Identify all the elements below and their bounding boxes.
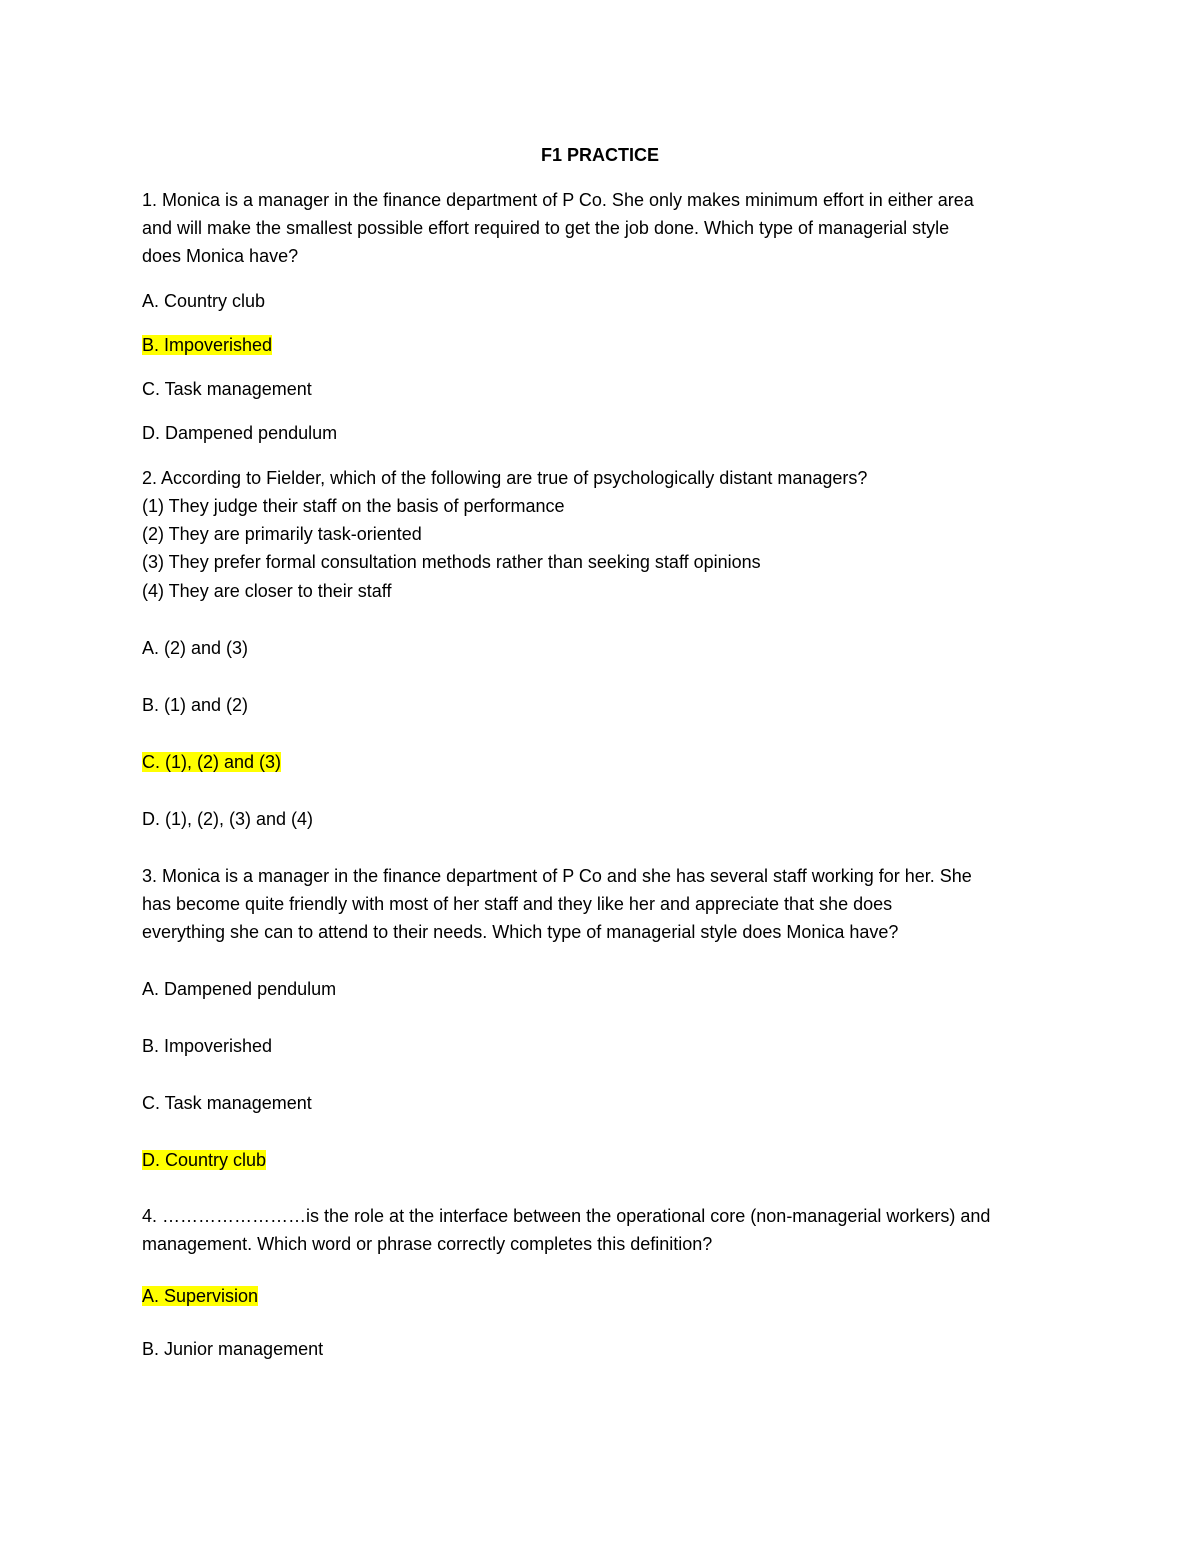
question-3-option-a [142,978,336,1000]
question-3-text-line-1: 3. Monica is a manager in the finance department of P Co and she has several staff working for her. She [142,866,972,886]
question-2-statement-1: (1) They judge their staff on the basis of performance [142,496,565,516]
question-1-option-a [142,290,265,312]
question-3-text-line-2: has become quite friendly with most of her staff and they like her and appreciate that she does [142,894,893,914]
highlighted-answer: C. (1), (2) and (3) [142,752,282,772]
option-label: B. Junior management [142,1339,324,1359]
question-4-option-a [142,1285,258,1307]
question-1-option-d [142,422,337,444]
question-1-text-line-3: does Monica have? [142,246,299,266]
question-3-text-line-3: everything she can to attend to their needs. Which type of managerial style does Monica have? [142,922,899,942]
question-1-text-line-2: and will make the smallest possible effort required to get the job done. Which type of managerial style [142,218,950,238]
question-2-option-a [142,637,248,659]
question-2-option-b [142,694,248,716]
question-2-text-line-1: 2. According to Fielder, which of the following are true of psychologically distant managers? [142,468,868,488]
question-4-text-line-1: 4. ……………………is the role at the interface between the operational core (non-managerial workers) and [142,1206,991,1226]
option-label: B. (1) and (2) [142,695,249,715]
option-label: D. Dampened pendulum [142,423,338,443]
option-label: C. Task management [142,1093,312,1113]
question-2-statement-3: (3) They prefer formal consultation methods rather than seeking staff opinions [142,552,761,572]
question-3-option-c [142,1092,312,1114]
question-3-option-b [142,1035,272,1057]
highlighted-answer: D. Country club [142,1150,267,1170]
document-title: F1 PRACTICE [540,145,659,165]
option-label: A. (2) and (3) [142,638,249,658]
highlighted-answer: B. Impoverished [142,335,273,355]
option-label: A. Country club [142,291,266,311]
question-2-statement-2: (2) They are primarily task-oriented [142,524,422,544]
option-label: B. Impoverished [142,1036,273,1056]
option-label: C. Task management [142,379,312,399]
question-2-statement-4: (4) They are closer to their staff [142,581,392,601]
question-2-option-c [142,751,281,773]
question-3-option-d [142,1149,266,1171]
question-2-option-d [142,808,313,830]
option-label: A. Dampened pendulum [142,979,337,999]
question-4-option-b [142,1338,323,1360]
highlighted-answer: A. Supervision [142,1286,259,1306]
question-4-text-line-2: management. Which word or phrase correctly completes this definition? [142,1234,713,1254]
question-1-option-b [142,334,272,356]
question-1-option-c [142,378,312,400]
question-1-text-line-1: 1. Monica is a manager in the finance department of P Co. She only makes minimum effort in either area [142,190,974,210]
option-label: D. (1), (2), (3) and (4) [142,809,314,829]
